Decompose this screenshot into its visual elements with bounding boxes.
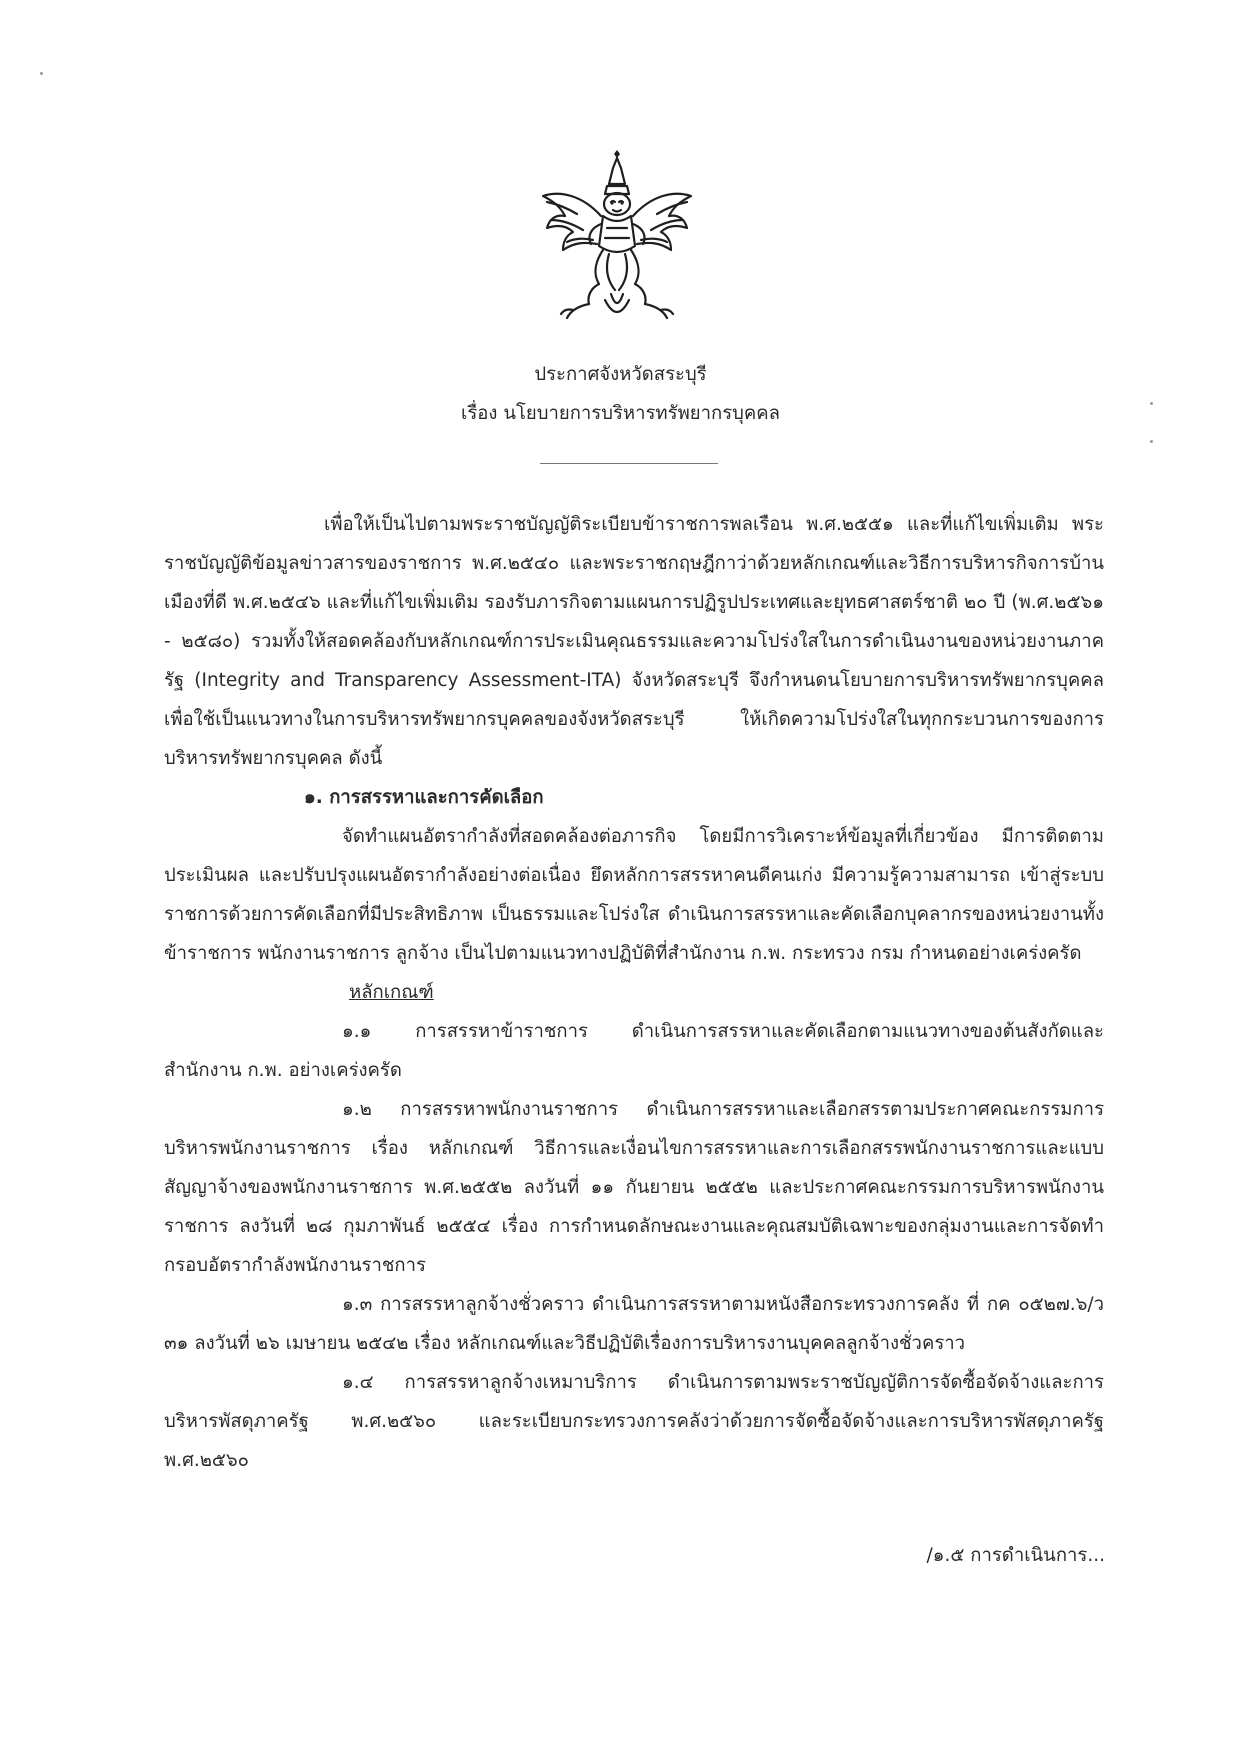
- announcement-title: ประกาศจังหวัดสระบุรี: [534, 364, 707, 385]
- scan-speck: [40, 72, 43, 75]
- scan-speck: [1150, 440, 1153, 443]
- section-1-paragraph: จัดทำแผนอัตรากำลังที่สอดคล้องต่อภารกิจ โดยมีการวิเคราะห์ข้อมูลที่เกี่ยวข้อง มีการติดตาม ประเมินผล และปรับปรุงแผนอัตรากำลังอย่างต่อเนื่อง ยึดหลักการสรรหาคนดีคนเก่ง มีความรู้ความสามารถ เข้าสู่ระบบราชการด้วยการคัดเลือกที่มีประสิทธิภาพ เป็นธรรมและโปร่งใส ดำเนินการสรรหาและคัดเลือกบุคลากรของหน่วยงานทั้งข้าราชการ พนักงานราชการ ลูกจ้าง เป็นไปตามแนวทางปฏิบัติที่สำนักงาน ก.พ. กระทรวง กรม กำหนดอย่างเคร่งครัด: [164, 826, 1104, 964]
- item-1-3: ๑.๓ การสรรหาลูกจ้างชั่วคราว ดำเนินการสรรหาตามหนังสือกระทรวงการคลัง ที่ กค ๐๕๒๗.๖/ว ๓๑ ลงวันที่ ๒๖ เมษายน ๒๕๔๒ เรื่อง หลักเกณฑ์และวิธีปฏิบัติเรื่องการบริหารงานบุคคลลูกจ้างชั่วคราว: [164, 1294, 1104, 1354]
- item-1-2: ๑.๒ การสรรหาพนักงานราชการ ดำเนินการสรรหาและเลือกสรรตามประกาศคณะกรรมการบริหารพนักงานราชการ เรื่อง หลักเกณฑ์ วิธีการและเงื่อนไขการสรรหาและการเลือกสรรพนักงานราชการและแบบสัญญาจ้างของพนักงานราชการ พ.ศ.๒๕๕๒ ลงวันที่ ๑๑ กันยายน ๒๕๕๒ และประกาศคณะกรรมการบริหารพนักงานราชการ ลงวันที่ ๒๘ กุมภาพันธ์ ๒๕๕๔ เรื่อง การกำหนดลักษณะงานและคุณสมบัติเฉพาะของกลุ่มงานและการจัดทำกรอบอัตรากำลังพนักงานราชการ: [164, 1099, 1104, 1276]
- item-1-4: ๑.๔ การสรรหาลูกจ้างเหมาบริการ ดำเนินการตามพระราชบัญญัติการจัดซื้อจัดจ้างและการบริหารพัสดุภาครัฐ พ.ศ.๒๕๖๐ และระเบียบกระทรวงการคลังว่าด้วยการจัดซื้อจัดจ้างและการบริหารพัสดุภาครัฐ พ.ศ.๒๕๖๐: [164, 1372, 1104, 1471]
- intro-paragraph: เพื่อให้เป็นไปตามพระราชบัญญัติระเบียบข้าราชการพลเรือน พ.ศ.๒๕๕๑ และที่แก้ไขเพิ่มเติม พระราชบัญญัติข้อมูลข่าวสารของราชการ พ.ศ.๒๕๔๐ และพระราชกฤษฎีกาว่าด้วยหลักเกณฑ์และวิธีการบริหารกิจการบ้านเมืองที่ดี พ.ศ.๒๕๔๖ และที่แก้ไขเพิ่มเติม รองรับภารกิจตามแผนการปฏิรูปประเทศและยุทธศาสตร์ชาติ ๒๐ ปี (พ.ศ.๒๕๖๑ - ๒๕๘๐) รวมทั้งให้สอดคล้องกับหลักเกณฑ์การประเมินคุณธรรมและความโปร่งใสในการดำเนินงานของหน่วยงานภาครัฐ (Integrity and Transparency Assessment-ITA) จังหวัดสระบุรี จึงกำหนดนโยบายการบริหารทรัพยากรบุคคล เพื่อใช้เป็นแนวทางในการบริหารทรัพยากรบุคคลของจังหวัดสระบุรี ให้เกิดความโปร่งใสในทุกกระบวนการของการบริหารทรัพยากรบุคคล ดังนี้: [164, 514, 1104, 769]
- section-1-heading: ๑. การสรรหาและการคัดเลือก: [304, 787, 544, 808]
- announcement-subject: เรื่อง นโยบายการบริหารทรัพยากรบุคคล: [461, 403, 780, 424]
- criteria-heading: หลักเกณฑ์: [349, 982, 434, 1003]
- document-body: [164, 505, 1104, 1480]
- item-1-1: ๑.๑ การสรรหาข้าราชการ ดำเนินการสรรหาและคัดเลือกตามแนวทางของต้นสังกัดและสำนักงาน ก.พ. อย่างเคร่งครัด: [164, 1021, 1104, 1081]
- title-divider: [540, 463, 718, 464]
- page-continuation: /๑.๕ การดำเนินการ...: [926, 1545, 1105, 1566]
- garuda-emblem-icon: [533, 150, 701, 325]
